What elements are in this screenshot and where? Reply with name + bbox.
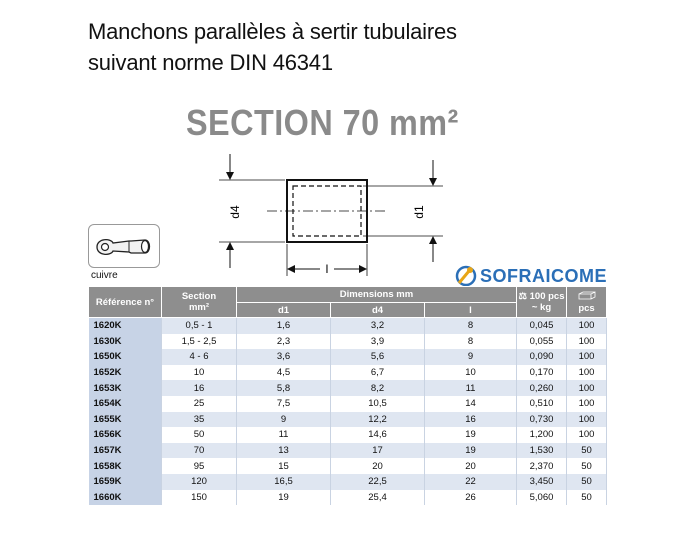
table-row [89,412,607,428]
cell-section: 4 - 6 [162,349,237,365]
cell-ref: 1652K [89,365,162,381]
title-line-2: suivant norme DIN 46341 [88,50,333,75]
dim-label-d4: d4 [228,205,242,219]
cell-l: 14 [425,396,517,412]
cell-d1: 4,5 [237,365,331,381]
cell-ref: 1657K [89,443,162,459]
cell-ref: 1620K [89,318,162,334]
material-label: cuivre [91,270,118,281]
cell-section: 25 [162,396,237,412]
col-header-weight [517,287,567,318]
cell-l: 11 [425,380,517,396]
col-header-d1: d1 [237,303,331,318]
table-row [89,443,607,459]
page-title [88,16,457,78]
cell-weight: 5,060 [517,490,567,506]
col-header-weight-label: 100 pcs [529,291,565,302]
cell-section: 120 [162,474,237,490]
cell-section: 70 [162,443,237,459]
cell-d4: 3,2 [331,318,425,334]
cell-pcs: 100 [567,349,607,365]
cell-ref: 1653K [89,380,162,396]
cell-l: 8 [425,318,517,334]
table-row [89,318,607,334]
col-header-section-label: Section [181,291,217,302]
table-row [89,365,607,381]
table-row [89,380,607,396]
table-row [89,474,607,490]
cell-d1: 11 [237,427,331,443]
title-line-1: Manchons parallèles à sertir tubulaires [88,19,457,44]
cell-l: 16 [425,412,517,428]
cell-weight: 0,730 [517,412,567,428]
cell-pcs: 100 [567,412,607,428]
cell-d4: 20 [331,458,425,474]
table-row [89,396,607,412]
col-header-l: l [425,303,517,318]
cell-pcs: 100 [567,380,607,396]
cell-weight: 3,450 [517,474,567,490]
cell-pcs: 100 [567,365,607,381]
col-header-section [162,287,237,318]
cell-d1: 5,8 [237,380,331,396]
cell-weight: 0,090 [517,349,567,365]
cell-d4: 5,6 [331,349,425,365]
cell-section: 50 [162,427,237,443]
cell-d1: 1,6 [237,318,331,334]
spec-table [88,286,607,505]
cell-pcs: 100 [567,427,607,443]
brand-name: SOFRAICOME [480,265,608,286]
cell-d1: 19 [237,490,331,506]
cell-l: 20 [425,458,517,474]
cell-d4: 25,4 [331,490,425,506]
col-header-dimensions: Dimensions mm [237,287,517,303]
cell-weight: 1,530 [517,443,567,459]
dim-label-d1: d1 [412,205,426,219]
cell-l: 10 [425,365,517,381]
cable-lug-icon [89,225,159,267]
cell-l: 19 [425,427,517,443]
cell-weight: 1,200 [517,427,567,443]
cell-d4: 14,6 [331,427,425,443]
table-row [89,458,607,474]
cell-d1: 16,5 [237,474,331,490]
cell-pcs: 100 [567,318,607,334]
table-row [89,334,607,350]
cell-d1: 9 [237,412,331,428]
cell-d4: 17 [331,443,425,459]
cell-l: 26 [425,490,517,506]
cell-pcs: 50 [567,474,607,490]
cell-l: 19 [425,443,517,459]
col-header-weight-unit: ~ kg [531,302,552,313]
cell-weight: 0,170 [517,365,567,381]
dim-label-l: l [325,262,329,276]
table-row [89,490,607,506]
cell-ref: 1659K [89,474,162,490]
technical-drawing [205,150,450,280]
cell-ref: 1650K [89,349,162,365]
cell-weight: 0,510 [517,396,567,412]
cell-section: 16 [162,380,237,396]
cell-d1: 2,3 [237,334,331,350]
table-row [89,349,607,365]
cell-d1: 13 [237,443,331,459]
cell-ref: 1660K [89,490,162,506]
cell-d4: 3,9 [331,334,425,350]
brand-logo [455,265,607,287]
scale-icon: ⚖ [518,291,527,302]
table-row [89,427,607,443]
cell-section: 35 [162,412,237,428]
cell-section: 10 [162,365,237,381]
spec-table-body [89,318,607,506]
cell-ref: 1658K [89,458,162,474]
cell-ref: 1630K [89,334,162,350]
col-header-d4: d4 [331,303,425,318]
cell-d4: 10,5 [331,396,425,412]
cell-ref: 1656K [89,427,162,443]
cell-pcs: 100 [567,396,607,412]
cell-d1: 15 [237,458,331,474]
cell-ref: 1654K [89,396,162,412]
cell-weight: 0,260 [517,380,567,396]
col-header-section-unit: mm² [188,302,210,313]
cell-section: 1,5 - 2,5 [162,334,237,350]
cell-d1: 3,6 [237,349,331,365]
cell-section: 0,5 - 1 [162,318,237,334]
cell-l: 22 [425,474,517,490]
cell-section: 150 [162,490,237,506]
col-header-pack [567,287,607,318]
cell-d1: 7,5 [237,396,331,412]
cell-weight: 2,370 [517,458,567,474]
cell-ref: 1655K [89,412,162,428]
wrench-logo-icon [455,265,477,287]
cell-section: 95 [162,458,237,474]
cell-l: 9 [425,349,517,365]
box-icon [578,291,596,300]
cell-pcs: 50 [567,443,607,459]
cell-d4: 8,2 [331,380,425,396]
cell-weight: 0,045 [517,318,567,334]
cell-pcs: 50 [567,490,607,506]
cell-d4: 6,7 [331,365,425,381]
col-header-pack-unit: pcs [578,302,595,314]
col-header-reference: Référence n° [89,287,162,318]
cell-weight: 0,055 [517,334,567,350]
lug-icon-box [88,224,160,268]
cell-l: 8 [425,334,517,350]
cell-d4: 22,5 [331,474,425,490]
section-heading: SECTION 70 mm² [186,102,459,143]
cell-pcs: 100 [567,334,607,350]
cell-pcs: 50 [567,458,607,474]
cell-d4: 12,2 [331,412,425,428]
